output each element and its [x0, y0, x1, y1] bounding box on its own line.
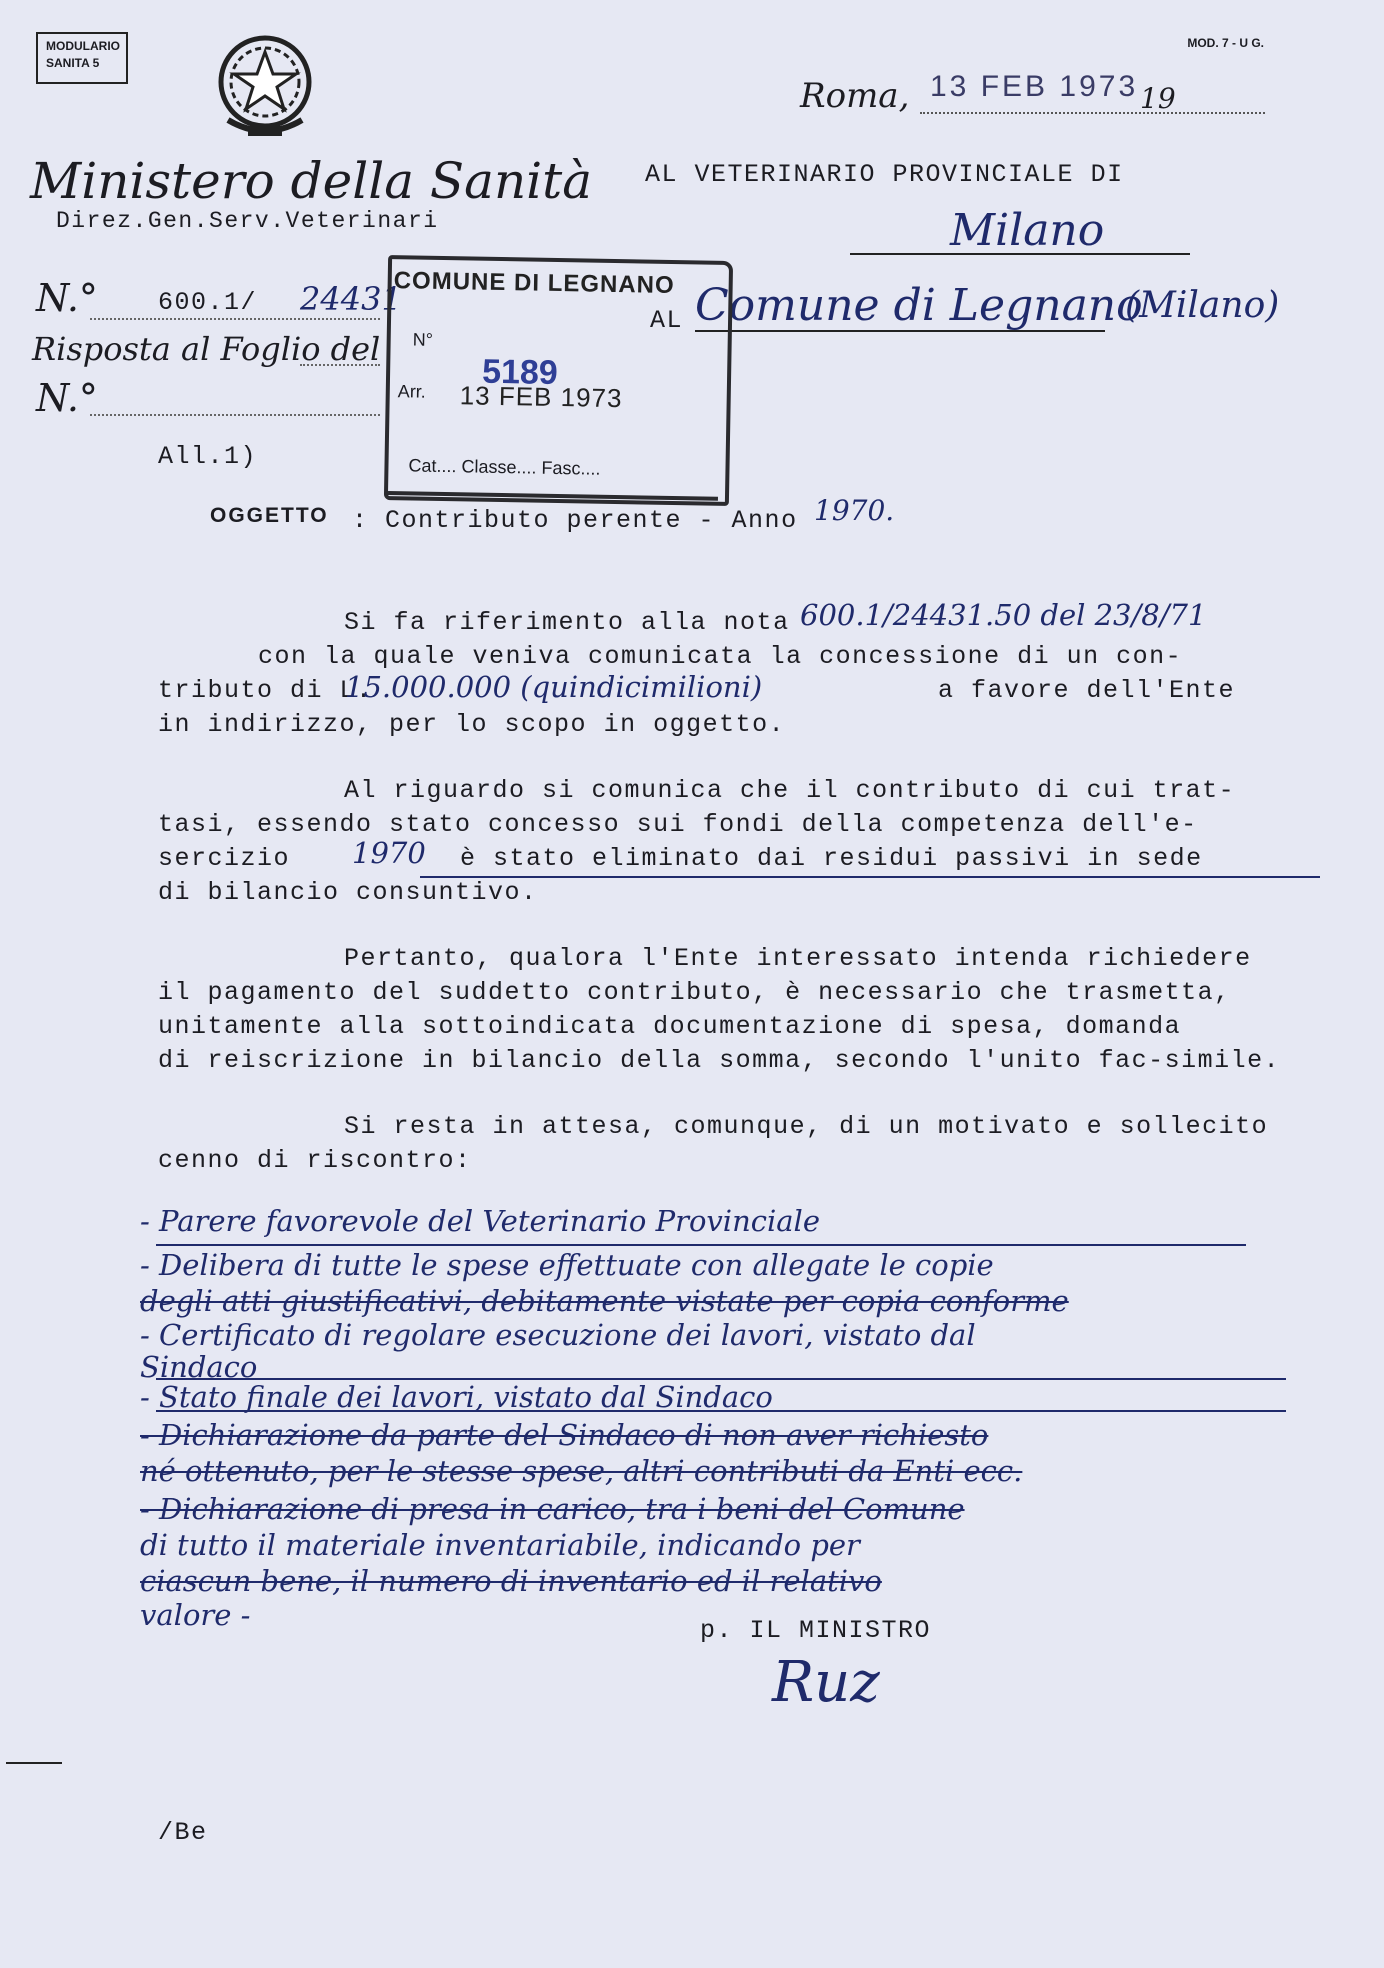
fold-mark — [6, 1762, 62, 1764]
stamp-date: 13 FEB 1973 — [459, 380, 623, 414]
subject-label: OGGETTO — [210, 504, 329, 527]
addressee-underline — [850, 253, 1190, 255]
mod-reference: MOD. 7 - U G. — [1187, 36, 1264, 50]
p2-line3-hand: 1970 — [352, 836, 426, 870]
city-label: Roma, — [800, 76, 910, 116]
stamp-header: COMUNE DI LEGNANO — [393, 267, 675, 300]
p4-line1: Si resta in attesa, comunque, di un motivato e sollecito — [344, 1112, 1269, 1141]
al-label: AL — [650, 306, 684, 335]
list-item: Sindaco — [140, 1350, 258, 1384]
p4-line2: cenno di riscontro: — [158, 1146, 472, 1175]
list-rule — [156, 1410, 1286, 1412]
p2-line4: di bilancio consuntivo. — [158, 878, 538, 907]
modulario-line-2: SANITA 5 — [46, 56, 100, 70]
addressee-line: AL VETERINARIO PROVINCIALE DI — [645, 160, 1124, 189]
list-item: né ottenuto, per le stesse spese, altri contributi da Enti ecc. — [140, 1454, 1023, 1488]
list-item: ciascun bene, il numero di inventario ed il relativo — [140, 1564, 882, 1598]
p2-line2: tasi, essendo stato concesso sui fondi della competenza dell'e- — [158, 810, 1198, 839]
p2-line3-b: è stato eliminato dai residui passivi in sede — [460, 844, 1203, 873]
p2-underline — [420, 876, 1320, 878]
signature-label: p. IL MINISTRO — [700, 1616, 932, 1645]
date-dotted-line — [920, 112, 1265, 114]
p3-line4: di reiscrizione in bilancio della somma, secondo l'unito fac-simile. — [158, 1046, 1281, 1075]
p1-line1-hand: 600.1/24431.50 del 23/8/71 — [800, 598, 1207, 632]
p1-line1 — [344, 608, 790, 637]
date-stamp: 13 FEB 1973 — [930, 70, 1139, 103]
p2-line3-a: sercizio — [158, 844, 291, 873]
number-label-2: N.° — [36, 376, 98, 420]
list-item: di tutto il materiale inventariabile, indicando per — [140, 1528, 860, 1562]
allegati: All.1) — [158, 442, 258, 471]
p3-line2: il pagamento del suddetto contributo, è necessario che trasmetta, — [158, 978, 1231, 1007]
list-rule — [156, 1244, 1246, 1246]
dotted-line-2 — [300, 364, 380, 366]
p1-line4: in indirizzo, per lo scopo in oggetto. — [158, 710, 786, 739]
p1-line3-a: tributo di L. — [158, 676, 373, 705]
typist-initials: /Be — [158, 1818, 208, 1847]
protocol-handwritten: 24431 — [300, 280, 402, 318]
p1-line3-b: a favore dell'Ente — [938, 676, 1236, 705]
date-suffix: 19 — [1140, 82, 1176, 115]
signature: Ruz — [772, 1650, 880, 1715]
list-item: - Dichiarazione da parte del Sindaco di non aver richiesto — [140, 1418, 989, 1452]
modulario-box — [36, 32, 128, 84]
p2-line1: Al riguardo si comunica che il contributo di cui trat- — [344, 776, 1236, 805]
list-item: valore - — [140, 1598, 251, 1632]
dotted-line-3 — [90, 414, 380, 416]
subject-year: 1970. — [814, 494, 895, 527]
number-label: N.° — [36, 276, 98, 320]
p1-line1-typed: Si fa riferimento alla nota — [344, 608, 790, 637]
list-item: degli atti giustificativi, debitamente vistate per copia conforme — [140, 1284, 1069, 1318]
risposta-label: Risposta al Foglio del — [32, 330, 381, 368]
p1-line2: con la quale veniva comunicata la concessione di un con- — [258, 642, 1183, 671]
italian-emblem-icon — [210, 30, 320, 142]
p3-line3: unitamente alla sottoindicata documentazione di spesa, domanda — [158, 1012, 1182, 1041]
comune-underline — [695, 330, 1105, 332]
received-stamp — [384, 255, 733, 506]
comune-handwritten: Comune di Legnano — [695, 280, 1143, 331]
ministry-title: Ministero della Sanità — [30, 152, 593, 210]
modulario-line-1: MODULARIO — [46, 39, 120, 53]
protocol-typed: 600.1/ — [158, 288, 258, 317]
list-item: - Delibera di tutte le spese effettuate con allegate le copie — [140, 1248, 994, 1282]
stamp-n-label: N° — [412, 329, 434, 350]
list-item: - Stato finale dei lavori, vistato dal Sindaco — [140, 1380, 773, 1414]
comune-note: (Milano) — [1125, 285, 1280, 326]
p3-line1: Pertanto, qualora l'Ente interessato intenda richiedere — [344, 944, 1252, 973]
addressee-city: Milano — [950, 205, 1105, 256]
subject-text: : Contributo perente - Anno — [352, 506, 798, 535]
stamp-underline — [388, 491, 718, 501]
dotted-line-1 — [90, 318, 380, 320]
stamp-arr-label: Arr. — [397, 381, 426, 402]
list-item: - Certificato di regolare esecuzione dei lavori, vistato dal — [140, 1318, 976, 1352]
stamp-classification: Cat.... Classe.... Fasc.... — [408, 455, 601, 479]
department-name: Direz.Gen.Serv.Veterinari — [56, 208, 439, 234]
list-item: - Parere favorevole del Veterinario Provinciale — [140, 1204, 820, 1238]
list-item: - Dichiarazione di presa in carico, tra i beni del Comune — [140, 1492, 965, 1526]
p1-line3-hand: 15.000.000 (quindicimilioni) — [345, 670, 763, 704]
stamp-protocol-number: 5189 — [481, 352, 559, 392]
